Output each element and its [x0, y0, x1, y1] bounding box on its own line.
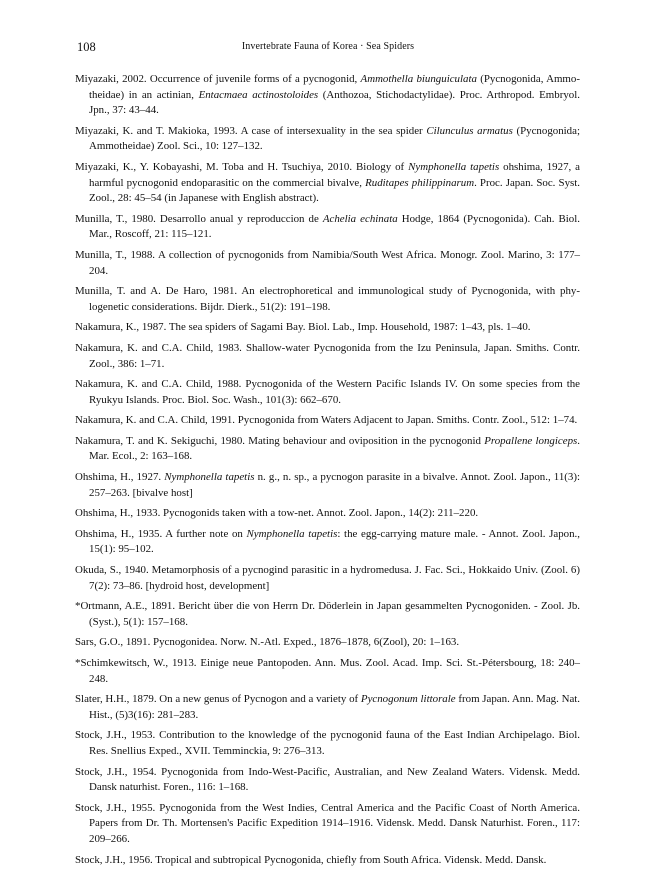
- italic-taxon-name: Entacmaea actinostoloides: [198, 88, 319, 101]
- reference-text: Miyazaki, K. and T. Makioka, 1993. A case of intersexuality in the sea spider: [75, 124, 427, 137]
- reference-text: Munilla, T. and A. De Haro, 1981. An electrophoretical and immunological study of Pycnogonida, with phylogenetic considerations. Bijdr. Dierk., 51(2): 191–198.: [75, 285, 580, 313]
- reference-text: Nakamura, K. and C.A. Child, 1983. Shallow-water Pycnogonida from the Izu Peninsula, Japan. Smiths. Contr. Zool., 386: 1–71.: [75, 341, 580, 370]
- italic-taxon-name: Ruditapes philippinarum: [365, 176, 475, 189]
- italic-taxon-name: Cilunculus armatus: [426, 124, 513, 137]
- reference-entry: [75, 635, 580, 651]
- reference-text: (Pycnogonida; Ammotheidae) Zool. Sci., 10: 127–132.: [89, 124, 580, 153]
- page-header: [77, 40, 579, 56]
- reference-text: Hodge, 1864 (Pycnogonida). Cah. Biol. Mar., Roscoff, 21: 115–121.: [89, 212, 581, 241]
- reference-entry: [75, 212, 580, 243]
- reference-entry: [75, 563, 580, 594]
- reference-text: Ohshima, H., 1935. A further note on: [75, 527, 247, 540]
- reference-text: *Ortmann, A.E., 1891. Bericht über die von Herrn Dr. Döderlein in Japan gesammelten Pycnogoniden. - Zool. Jb. (Syst.), 5(1): 157–168.: [75, 600, 580, 628]
- reference-text: from Japan. Ann. Mag. Nat. Hist., (5)3(16): 281–283.: [89, 693, 581, 721]
- reference-entry: [75, 434, 580, 465]
- reference-text: Stock, J.H., 1953. Contribution to the knowledge of the pycnogonid fauna of the East Indian Archipelago. Biol. Res. Snellius Exped., XVII. Temminckia, 9: 276–313.: [75, 729, 580, 757]
- reference-entry: [75, 506, 580, 522]
- reference-entry: [75, 470, 580, 501]
- reference-text: Munilla, T., 1980. Desarrollo anual y reproduccion de: [75, 212, 323, 225]
- reference-text: Miyazaki, K., Y. Kobayashi, M. Toba and H. Tsuchiya, 2010. Biology of: [75, 160, 409, 173]
- italic-taxon-name: Achelia echinata: [322, 212, 398, 225]
- reference-text: Okuda, S., 1940. Metamorphosis of a pycnogind parasitic in a hydromedusa. J. Fac. Sci., Hokkaido Univ. (Zool. 6) 7(2): 73–86. [hydroid host, development]: [75, 564, 580, 592]
- reference-entry: [75, 377, 580, 408]
- reference-text: Stock, J.H., 1954. Pycnogonida from Indo-West-Pacific, Australian, and New Zealand Waters. Vidensk. Medd. Dansk naturhist. Foren., 116: 1–168.: [75, 765, 580, 794]
- reference-text: Ohshima, H., 1933. Pycnogonids taken with a tow-net. Annot. Zool. Japon., 14(2): 211–220.: [75, 507, 479, 520]
- reference-entry: [75, 692, 580, 723]
- reference-list: [75, 72, 580, 873]
- reference-text: Stock, J.H., 1956. Tropical and subtropical Pycnogonida, chiefly from South Africa. Vidensk. Medd. Dansk.: [75, 853, 547, 866]
- reference-entry: [75, 801, 580, 848]
- reference-text: Nakamura, T. and K. Sekiguchi, 1980. Mating behaviour and oviposition in the pycnogonid: [75, 434, 485, 447]
- reference-entry: [75, 248, 580, 279]
- italic-taxon-name: Pycnogonum littorale: [360, 693, 456, 706]
- reference-text: Stock, J.H., 1955. Pycnogonida from the West Indies, Central America and the Pacific Coast of North America. Papers from Dr. Th. Mortensen's Pacific Expedition 1914–1916. Vidensk. Medd. Dansk Naturhist. Foren., 117: 209–266.: [75, 801, 580, 845]
- reference-text: Sars, G.O., 1891. Pycnogonidea. Norw. N.-Atl. Exped., 1876–1878, 6(Zool), 20: 1–163.: [75, 636, 460, 649]
- reference-text: (Anthozoa, Stichodactylidae). Proc. Arthropod. Embryol. Jpn., 37: 43–44.: [89, 88, 580, 117]
- reference-text: . Mar. Ecol., 2: 163–168.: [89, 434, 580, 463]
- page-number: 108: [77, 40, 96, 54]
- reference-entry: [75, 413, 580, 429]
- italic-taxon-name: Propallene longiceps: [484, 434, 578, 447]
- reference-text: : the egg-carrying mature male. - Annot. Zool. Japon., 15(1): 95–102.: [89, 527, 580, 556]
- reference-text: Nakamura, K. and C.A. Child, 1988. Pycnogonida of the Western Pacific Islands IV. On some species from the Ryukyu Islands. Proc. Biol. Soc. Wash., 101(3): 662–670.: [75, 378, 580, 406]
- reference-entry: [75, 284, 580, 315]
- reference-text: . Proc. Japan. Soc. Syst. Zool., 28: 45–54 (in Japanese with English abstract).: [89, 176, 581, 205]
- reference-entry: [75, 853, 580, 869]
- reference-entry: [75, 160, 580, 207]
- reference-text: Ohshima, H., 1927.: [75, 471, 165, 484]
- italic-taxon-name: Nymphonella tapetis: [408, 160, 500, 173]
- reference-text: Nakamura, K., 1987. The sea spiders of Sagami Bay. Biol. Lab., Imp. Household, 1987: 1–43, pls. 1–40.: [75, 321, 531, 334]
- italic-taxon-name: Nymphonella tapetis: [246, 527, 338, 540]
- reference-text: Slater, H.H., 1879. On a new genus of Pycnogon and a variety of: [75, 693, 361, 706]
- reference-entry: [75, 72, 580, 119]
- running-title: Invertebrate Fauna of Korea · Sea Spiders: [241, 41, 415, 52]
- reference-text: Nakamura, K. and C.A. Child, 1991. Pycnogonida from Waters Adjacent to Japan. Smiths. Contr. Zool., 512: 1–74.: [75, 414, 578, 427]
- reference-entry: [75, 320, 580, 336]
- reference-text: (Pycnogonida, Ammotheidae) in an actinian,: [89, 73, 580, 101]
- reference-text: Munilla, T., 1988. A collection of pycnogonids from Namibia/South West Africa. Monogr. Zool. Marino, 3: 177–204.: [75, 248, 580, 277]
- reference-entry: [75, 124, 580, 155]
- reference-entry: [75, 765, 580, 796]
- reference-text: ohshima, 1927, a harmful pycnogonid endoparasitic on the commercial bivalve,: [89, 160, 581, 189]
- reference-text: n. g., n. sp., a pycnogon parasite in a bivalve. Annot. Zool. Japon., 11(3): 257–263. [bivalve host]: [89, 471, 581, 499]
- reference-entry: [75, 599, 580, 630]
- italic-taxon-name: Ammothella biunguiculata: [360, 73, 477, 85]
- reference-entry: [75, 341, 580, 372]
- reference-entry: [75, 527, 580, 558]
- reference-text: Miyazaki, 2002. Occurrence of juvenile forms of a pycnogonid,: [75, 73, 361, 85]
- italic-taxon-name: Nymphonella tapetis: [164, 471, 255, 484]
- reference-entry: [75, 656, 580, 687]
- reference-entry: [75, 728, 580, 759]
- reference-text: *Schimkewitsch, W., 1913. Einige neue Pantopoden. Ann. Mus. Zool. Acad. Imp. Sci. St.-Pétersbourg, 18: 240–248.: [75, 657, 580, 685]
